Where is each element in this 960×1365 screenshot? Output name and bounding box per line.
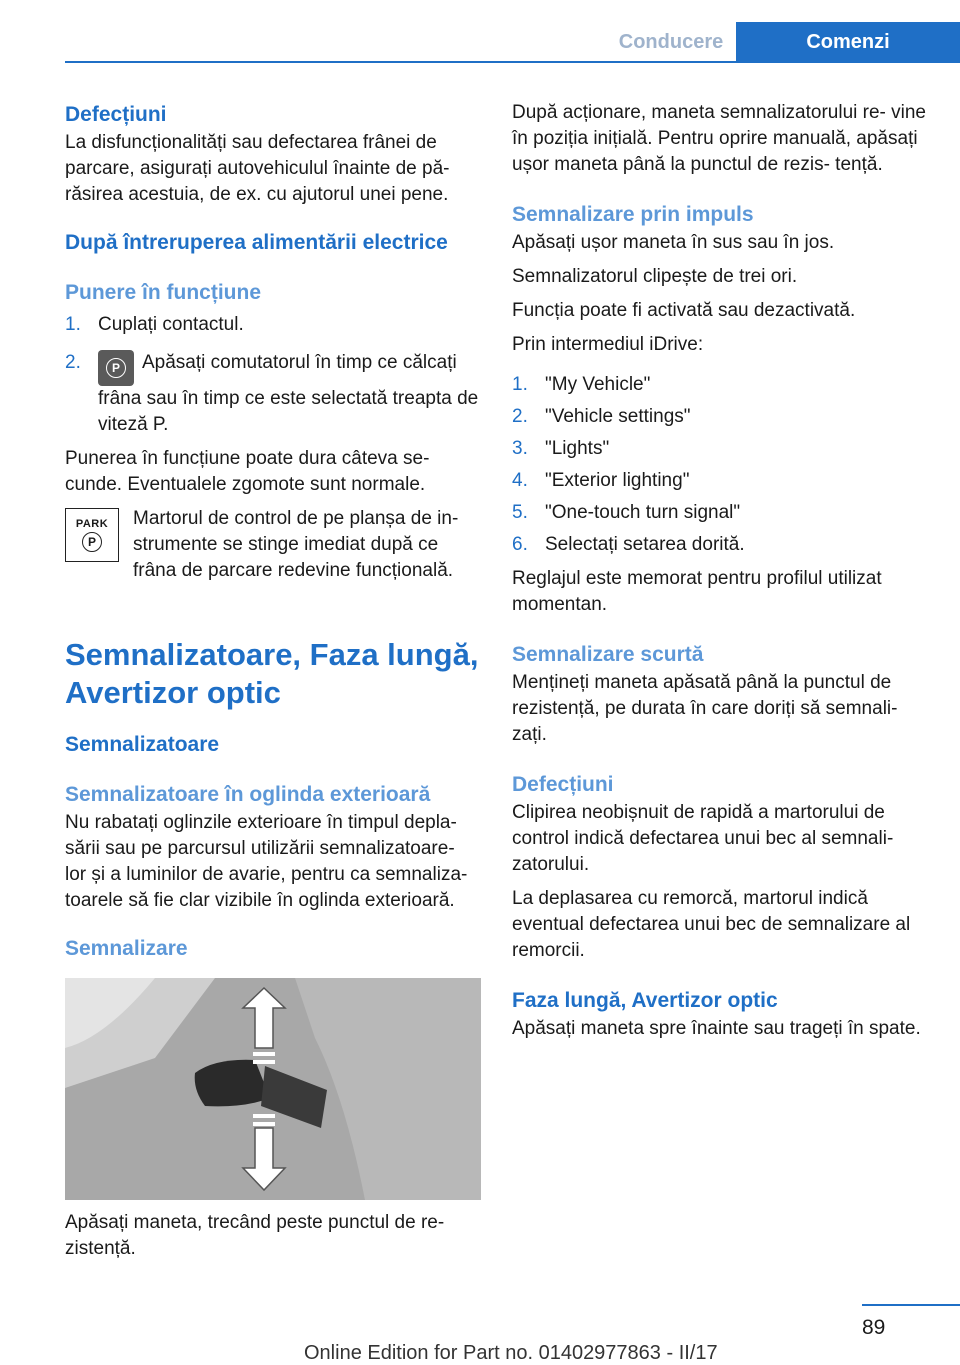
- paragraph-faza: Apăsați maneta spre înainte sau trageți în spate.: [512, 1018, 921, 1039]
- punere-steps: [65, 312, 481, 438]
- step-text: Selectați setarea dorită.: [545, 534, 745, 555]
- step-text: Apăsați comutatorul în timp ce călcați frâna sau în timp ce este selectată treapta de viteză P.: [98, 352, 479, 435]
- heading-oglinda: Semnalizatoare în oglinda exterioară: [65, 783, 431, 806]
- header-tabs: [606, 22, 960, 62]
- heading-semnalizatoare: Semnalizatoare: [65, 733, 220, 756]
- park-p-symbol: P: [82, 532, 102, 552]
- edition-footer: Online Edition for Part no. 01402977863 - II/17: [304, 1342, 718, 1364]
- step-text: "My Vehicle": [545, 374, 651, 395]
- tab-conducere[interactable]: Conducere: [618, 30, 724, 53]
- step-text: Cuplați contactul.: [98, 314, 244, 335]
- page-number: 89: [862, 1316, 886, 1339]
- paragraph-scurta: Mențineți maneta apăsată până la punctul de rezistență, pe durata în care doriți să semnali- zați.: [512, 672, 898, 745]
- paragraph-impuls-1: Apăsați ușor maneta în sus sau în jos.: [512, 232, 835, 253]
- list-item: [512, 404, 932, 430]
- heading-scurta: Semnalizare scurtă: [512, 643, 704, 666]
- parking-brake-button-icon: [98, 350, 134, 386]
- header-rule: [65, 61, 960, 63]
- heading-punere: Punere în funcțiune: [65, 281, 262, 304]
- paragraph-impuls-3: Funcția poate fi activată sau dezactivată.: [512, 300, 856, 321]
- step-content: [98, 350, 481, 438]
- list-item: [512, 532, 932, 558]
- list-item: [512, 436, 932, 462]
- heading-semnalizatoare-big: Semnalizatoare, Faza lungă, Avertizor optic: [65, 637, 479, 710]
- paragraph-oglinda: Nu rabatați oglinzile exterioare în timpul depla- sării sau pe parcursul utilizării semnalizatoare- lor și a luminilor de avarie, pentru ca semnaliza- toarele să fie clar vizibile în oglinda exterioară.: [65, 812, 468, 911]
- paragraph-impuls-2: Semnalizatorul clipește de trei ori.: [512, 266, 798, 287]
- list-item: [512, 468, 932, 494]
- right-column: [512, 100, 932, 1050]
- paragraph-defectiuni: La disfuncționalități sau defectarea frânei de parcare, asigurați autovehiculul înainte de pă- răsirea acestuia, de ex. cu ajutorul unei pene.: [65, 132, 450, 205]
- step-text: "One-touch turn signal": [545, 502, 741, 523]
- footer-rule: [862, 1304, 960, 1306]
- heading-faza-lunga: Faza lungă, Avertizor optic: [512, 989, 778, 1012]
- heading-semnalizare: Semnalizare: [65, 937, 188, 960]
- paragraph-reglaj: Reglajul este memorat pentru profilul utilizat momentan.: [512, 568, 882, 615]
- step-number: 6.: [512, 534, 528, 555]
- step-text: "Lights": [545, 438, 610, 459]
- left-column: [65, 100, 481, 1270]
- step-number: 5.: [512, 502, 528, 523]
- heading-defectiuni-right: Defecțiuni: [512, 773, 614, 796]
- photo-caption: Apăsați maneta, trecând peste punctul de re- zistență.: [65, 1212, 445, 1259]
- step-number: 3.: [512, 438, 528, 459]
- step-number: 2.: [512, 406, 528, 427]
- park-warning-icon: [65, 508, 119, 562]
- list-item: [512, 500, 932, 526]
- paragraph-def-1: Clipirea neobișnuit de rapidă a martorului de control indică defectarea unui bec al semnali- zatorului.: [512, 802, 894, 875]
- tab-comenzi[interactable]: Comenzi: [736, 22, 960, 62]
- list-item: [512, 372, 932, 398]
- heading-defectiuni: Defecțiuni: [65, 103, 167, 126]
- heading-impuls: Semnalizare prin impuls: [512, 203, 754, 226]
- paragraph-intro: După acționare, maneta semnalizatorului re- vine în poziția inițială. Pentru oprire manuală, apăsați ușor maneta până la punctul de rezis- tență.: [512, 102, 926, 175]
- paragraph-def-2: La deplasarea cu remorcă, martorul indică eventual defectarea unui bec de semnalizare al remorcii.: [512, 888, 911, 961]
- list-item: [65, 350, 481, 438]
- turn-signal-lever-photo: [65, 978, 481, 1200]
- list-item: [65, 312, 481, 338]
- paragraph-punere: Punerea în funcțiune poate dura câteva se- cunde. Eventualele zgomote sunt normale.: [65, 448, 430, 495]
- step-text: "Vehicle settings": [545, 406, 691, 427]
- park-note: [65, 506, 481, 592]
- heading-dupa-intrerupere: După întreruperea alimentării electrice: [65, 231, 448, 254]
- step-number: 1.: [512, 374, 528, 395]
- step-number: 2.: [65, 352, 81, 373]
- idrive-steps: [512, 372, 932, 558]
- paragraph-martor: Martorul de control de pe planșa de in- strumente se stinge imediat după ce frâna de parcare redevine funcțională.: [133, 508, 459, 581]
- paragraph-impuls-4: Prin intermediul iDrive:: [512, 334, 704, 355]
- step-number: 4.: [512, 470, 528, 491]
- step-number: 1.: [65, 314, 81, 335]
- p-symbol: P: [106, 358, 126, 378]
- park-label: PARK: [75, 518, 109, 530]
- step-text: "Exterior lighting": [545, 470, 690, 491]
